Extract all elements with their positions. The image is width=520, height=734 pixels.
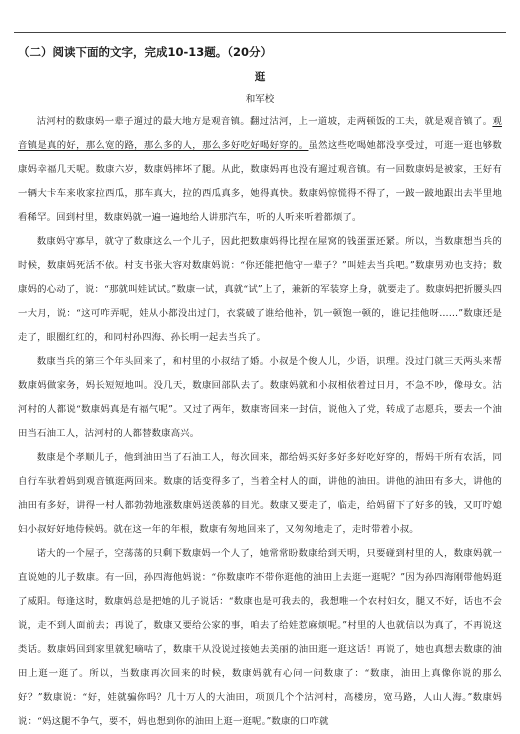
paragraph-2: 数康妈守寡早，就守了数康这么一个儿子，因此把数康妈得比捏在屋窝的钱蛋蛋还紧。所以，当数康想当兵的时候，数康妈死活不依。村支书张大容对数康妈说：“你还能把他守一辈子？”叫娃去当兵吧。”数康男劝也支持；数康妈的心动了，说：“那就叫娃试试。”数康一试，真就“试”上了，兼新的军装穿上身，就要走了。数康妈把折腰头四一大月，说：“这可咋弄呢，娃从小都没出过门，衣裳破了谁给他补，饥一顿饱一顿的，谁记挂他呀……”数康还是走了，眼圈红红的，和同村孙四海、孙长明一起去当兵了。: [18, 236, 502, 343]
story-title: 逛: [254, 71, 266, 83]
section-heading: （二）阅读下面的文字，完成10-13题。（20分）: [18, 45, 273, 59]
paragraph-1-rest: 虽然这些吃喝她都没享受过，可逛一逛也够数康妈幸福几天呢。数康六岁，数康妈摔坏了腿。从此，数康妈再也没有遛过观音镇。有一回数康妈是被家，王好有一辆大卡车来收家拉西瓜，那车真大，拉的西瓜真多，她得真快。数康妈惊慌得不得了，一跛一跛地跟出去半里地看稀罕。回到村里，数康妈就一遍一遍地给人讲那汽车，听的人听来听着都烦了。: [18, 140, 502, 223]
story-author: 和军校: [245, 94, 275, 105]
paragraph-4: 数康是个孝顺儿子，他到油田当了石油工人，每次回来，都给妈买好多好多好吃好穿的，帮妈干所有农活，同自行车驮着妈到观音镇逛两回来。数康的话变得多了，当着全村人的面，讲他的油田。讲他的油田有多大，讲他的油田有多好，讲得一村人都勃勃地涨数康妈送羡慕的目光。数康又要走了，临走，给妈留下了好多的钱，又叮咛媳妇小叔好好地侍候妈。就在这一年的年根，数康有匆地回来了，又匆匆地走了，走时带着小叔。: [18, 452, 502, 535]
paragraph-3: 数康当兵的第三个年头回来了，和村里的小叔结了婚。小叔是个俊人儿，少语，识理。没过门就三天两头来帮数康妈做家务，妈长短短地叫。没几天，数康回部队去了。数康妈就和小叔相依着过日月，不急不吵，像母女。沽河村的人都说“数康妈真是有福气呢”。又过了两年，数康寄回来一封信，说他入了党，转成了志愿兵，要去一个油田当石油工人，沽河村的人都替数康高兴。: [18, 356, 502, 439]
paragraph-5: 诺大的一个屋子，空荡荡的只剩下数康妈一个人了，她常常盼数康给到天明，只要碰到村里的人，数康妈就一直说她的儿子数康。有一回，孙四海他妈说：“你数康咋不带你逛他的油田上去逛一逛呢？”因为孙四海刚带他妈逛了威阳。每逢这时，数康妈总是把她的儿子说话：“数康也是可我去的，我想唯一个农村妇女，腿又不好，话也不会说，走不到人面前去；再说了，数康又要给公家的事，咱去了给娃惹麻烦呢。”村里的人也就信以为真了，不再说这类话。数康妈回到家里就犯嘀咕了，数康干从没说过接她去美丽的油田逛一逛这话！再说了，她也真想去数康的油田上逛一逛了。所以，当数康再次回来的时候，数康妈就有心问一问数康了：“数康，油田上真像你说的那么好？”数康说：“好，娃就骗你吗？几十万人的大油田，项顶几个个沽河村，高楼房，宽马路，人山人海。”数康妈说：“妈这腿不争气，要不，妈也想到你的油田上逛一逛呢。”数康的口咋就: [18, 548, 502, 727]
paragraph-1-lead: 沽河村的数康妈一辈子遛过的最大地方是观音镇。翻过沽河，上一道坡，走两顿饭的工夫，就是观音镇了。: [36, 116, 493, 127]
story-body: [18, 110, 502, 734]
underlined-sentence: 观音镇是真的好，那么宽的路，那么多的人，那么多好吃好喝好穿的。: [18, 116, 502, 151]
paragraph-1: [18, 110, 502, 230]
top-rule: [14, 32, 506, 33]
